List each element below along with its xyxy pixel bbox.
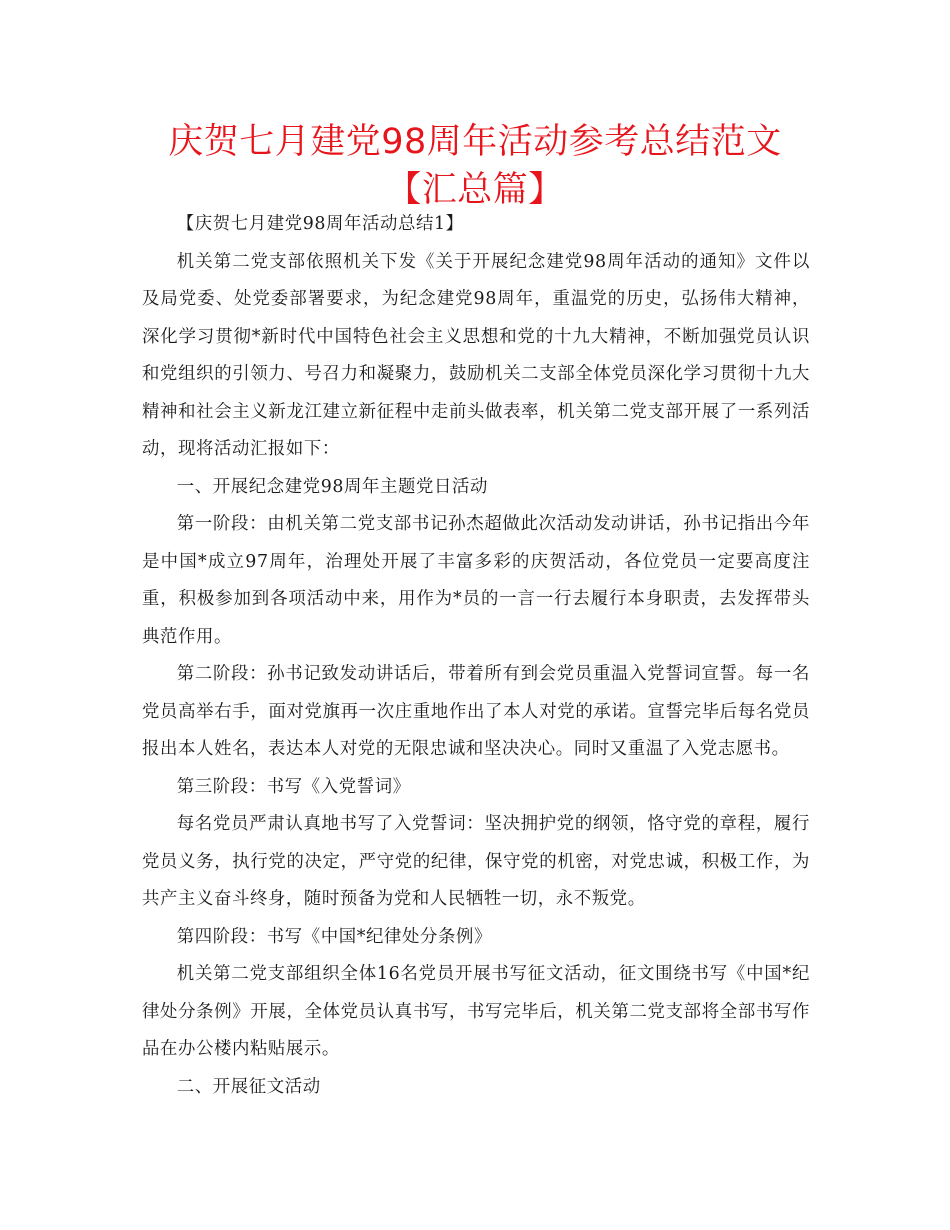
document-body [142,206,810,1106]
section-heading-party-day: 一、开展纪念建党98周年主题党日活动 [176,476,488,497]
section-heading-summary-1: 【庆贺七月建党98周年活动总结1】 [176,214,464,234]
paragraph-stage-4-heading: 第四阶段：书写《中国*纪律处分条例》 [176,926,492,947]
paragraph-intro: 机关第二党支部依照机关下发《关于开展纪念建党98周年活动的通知》文件以及局党委、处党委部署要求，为纪念建党98周年，重温党的历史，弘扬伟大精神，深化学习贯彻*新时代中国特色社会主义思想和党的十九大精神，不断加强党员认识和党组织的引领力、号召力和凝聚力，鼓励机关二支部全体党员深化学习贯彻十九大精神和社会主义新龙江建立新征程中走前头做表率，机关第二党支部开展了一系列活动，现将活动汇报如下： [142,251,810,459]
paragraph-oath: 每名党员严肃认真地书写了入党誓词：坚决拥护党的纲领，恪守党的章程，履行党员义务，执行党的决定，严守党的纪律，保守党的机密，对党忠诚，积极工作，为共产主义奋斗终身，随时预备为党和人民牺牲一切，永不叛党。 [142,814,810,909]
paragraph-stage-2: 第二阶段：孙书记致发动讲话后，带着所有到会党员重温入党誓词宣誓。每一名党员高举右手，面对党旗再一次庄重地作出了本人对党的承诺。宣誓完毕后每名党员报出本人姓名，表达本人对党的无限忠诚和坚决决心。同时又重温了入党志愿书。 [142,664,810,759]
paragraph-stage-3-heading: 第三阶段：书写《入党誓词》 [176,776,411,797]
paragraph-essay-writing: 机关第二党支部组织全体16名党员开展书写征文活动，征文围绕书写《中国*纪律处分条例》开展，全体党员认真书写，书写完毕后，机关第二党支部将全部书写作品在办公楼内粘贴展示。 [142,964,810,1059]
paragraph-stage-1: 第一阶段：由机关第二党支部书记孙杰超做此次活动发动讲话，孙书记指出今年是中国*成立97周年，治理处开展了丰富多彩的庆贺活动，各位党员一定要高度注重，积极参加到各项活动中来，用作为*员的一言一行去履行本身职责，去发挥带头典范作用。 [142,514,810,647]
section-heading-essay: 二、开展征文活动 [176,1076,321,1097]
document-title: 庆贺七月建党98周年活动参考总结范文【汇总篇】 [168,122,782,210]
